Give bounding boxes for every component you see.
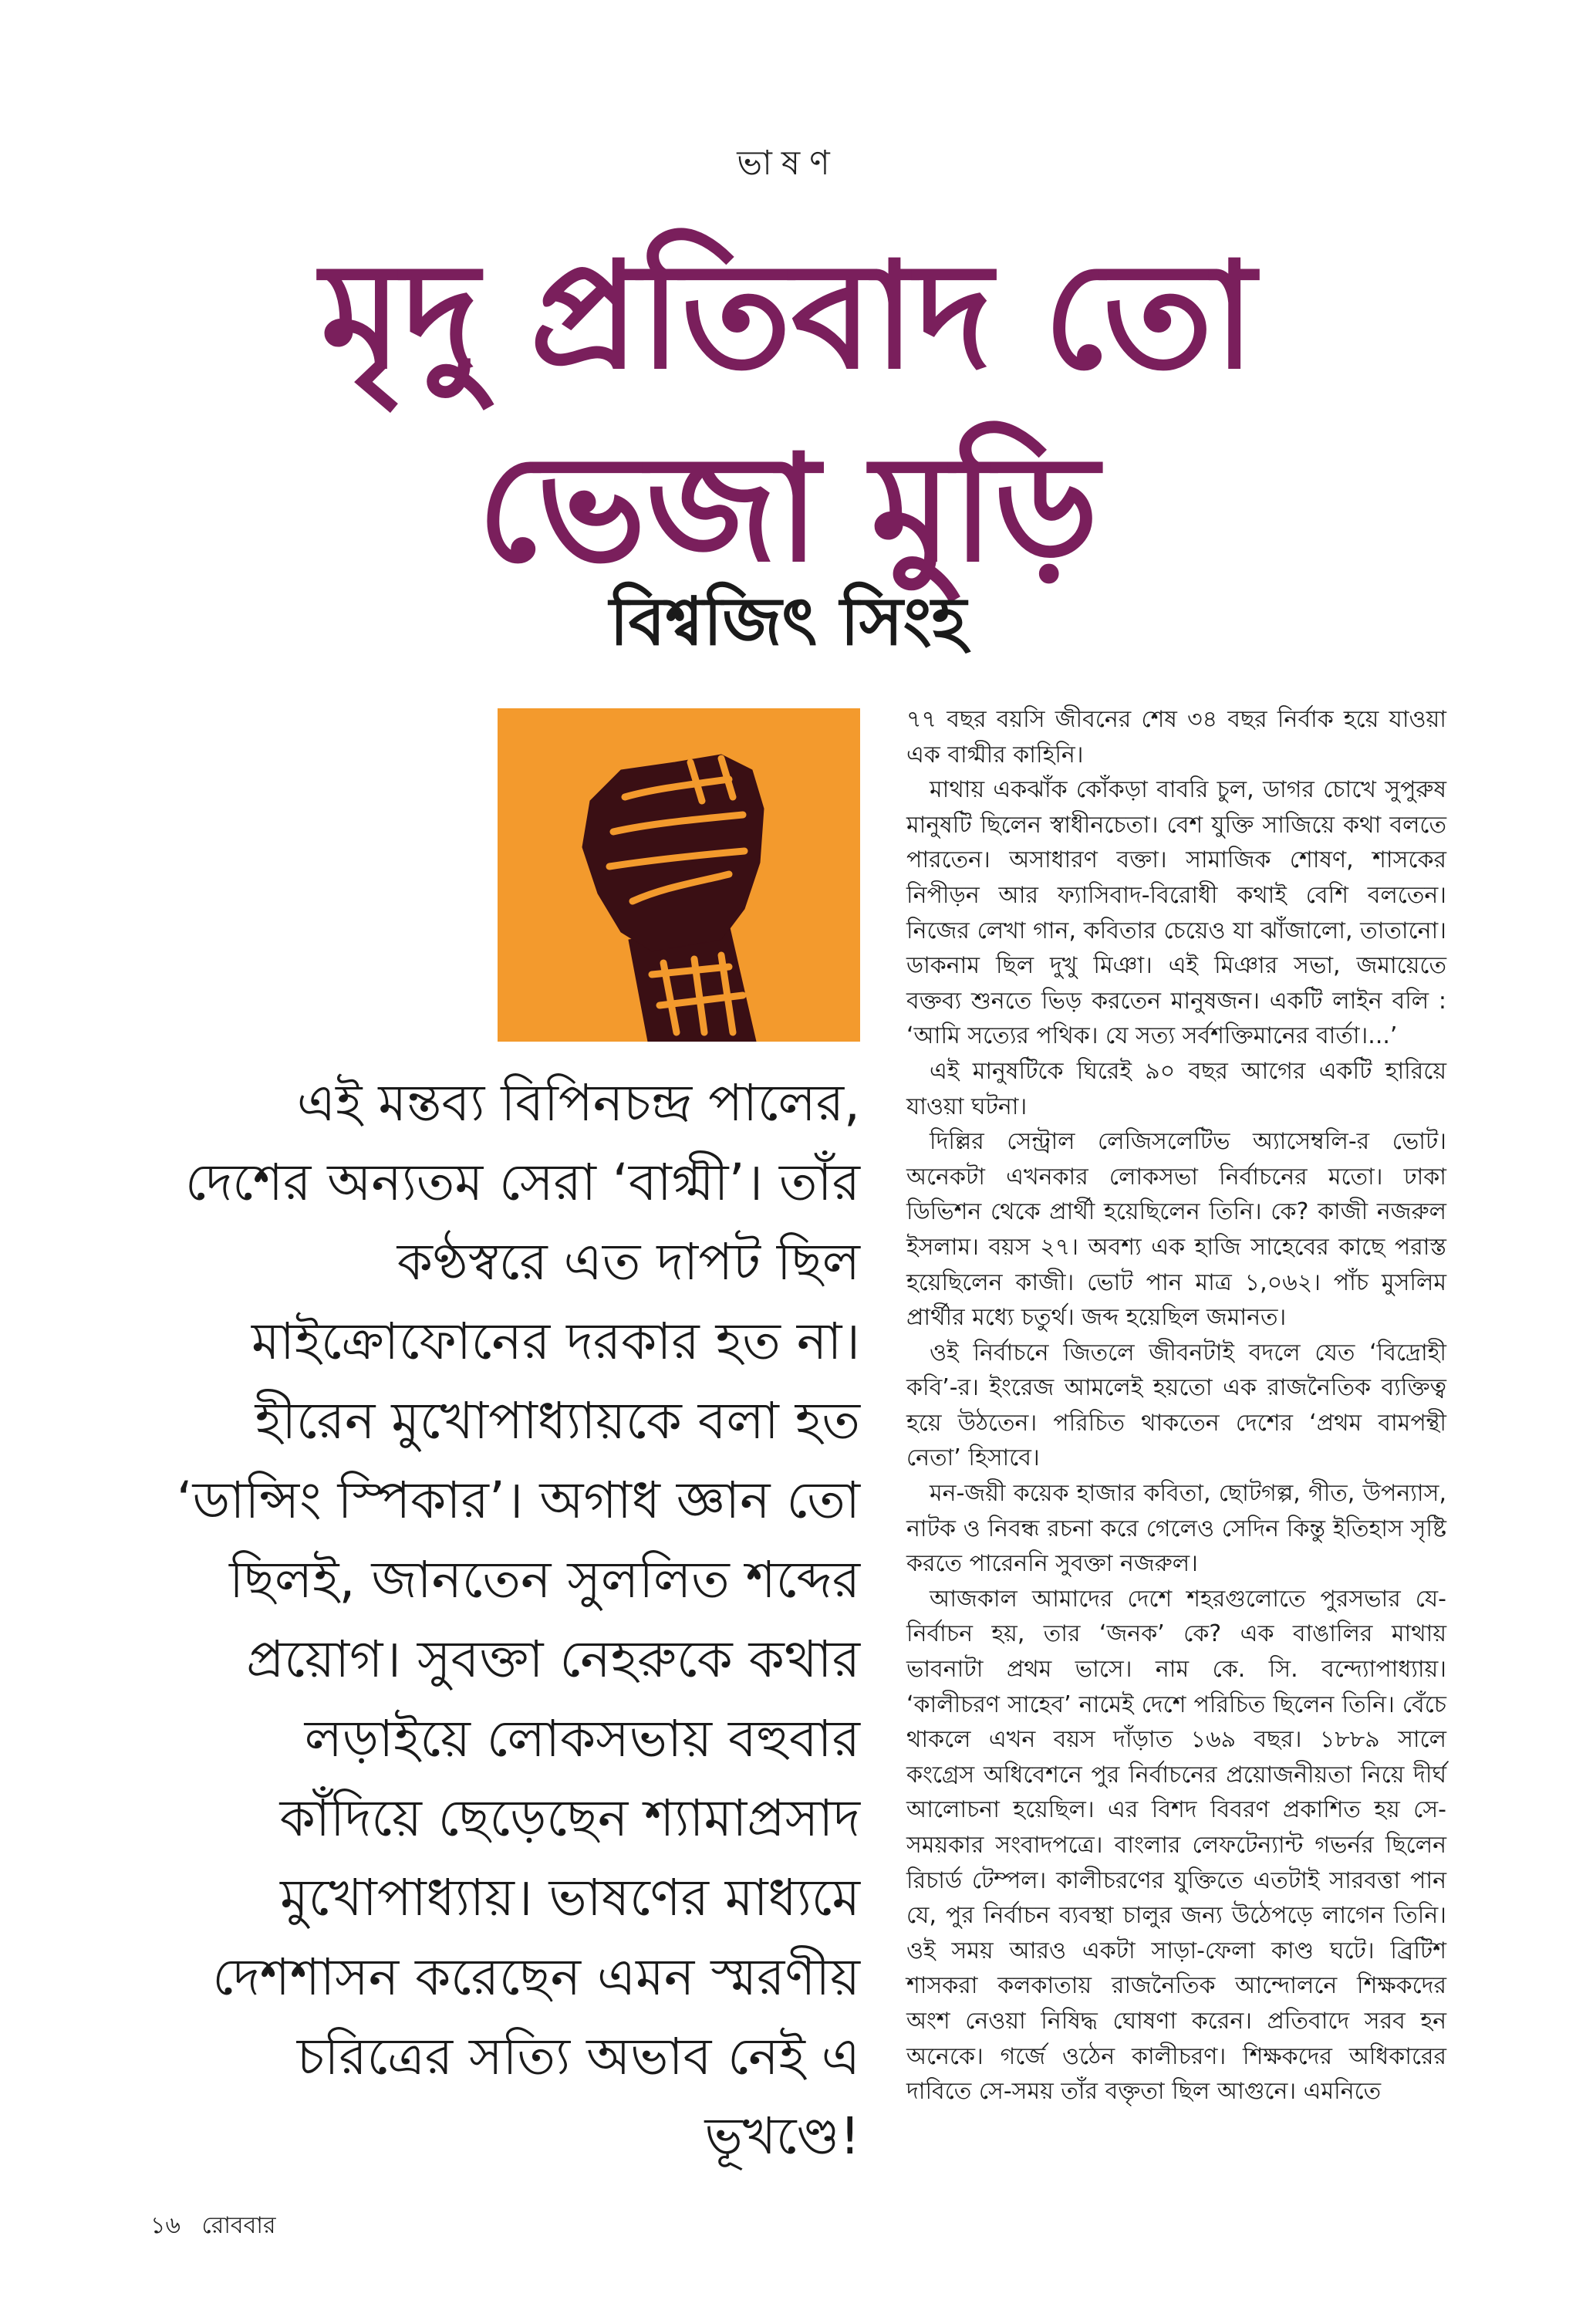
- body-paragraph: আজকাল আমাদের দেশে শহরগুলোতে পুরসভার যে-নির্বাচন হয়, তার ‘জনক’ কে? এক বাঙালির মাথায় ভাবনাটা প্রথম ভাসে। নাম কে. সি. বন্দ্যোপাধ্যায়। ‘কালীচরণ সাহেব’ নামেই দেশে পরিচিত ছিলেন তিনি। বেঁচে থাকলে এখন বয়স দাঁড়াত ১৬৯ বছর। ১৮৮৯ সালে কংগ্রেস অধিবেশনে পুর নির্বাচনের প্রয়োজনীয়তা নিয়ে দীর্ঘ আলোচনা হয়েছিল। এর বিশদ বিবরণ প্রকাশিত হয় সে-সময়কার সংবাদপত্রে। বাংলার লেফটেন্যান্ট গভর্নর ছিলেন রিচার্ড টেম্পল। কালীচরণের যুক্তিতে এতটাই সারবত্তা পান যে, পুর নির্বাচন ব্যবস্থা চালুর জন্য উঠেপড়ে লাগেন তিনি। ওই সময় আরও একটা সাড়া-ফেলা কাণ্ড ঘটে। ব্রিটিশ শাসকরা কলকাতায় রাজনৈতিক আন্দোলনে শিক্ষকদের অংশ নেওয়া নিষিদ্ধ ঘোষণা করেন। প্রতিবাদে সরব হন অনেকে। গর্জে ওঠেন কালীচরণ। শিক্ষকদের অধিকারের দাবিতে সে-সময় তাঁর বক্তৃতা ছিল আগুনে। এমনিতে: [906, 1585, 1446, 2106]
- body-paragraph: মন-জয়ী কয়েক হাজার কবিতা, ছোটগল্প, গীত, উপন্যাস, নাটক ও নিবন্ধ রচনা করে গেলেও সেদিন কিন্তু ইতিহাস সৃষ্টি করতে পারেননি সুবক্তা নজরুল।: [906, 1480, 1446, 1578]
- page-number: ১৬: [150, 2212, 181, 2239]
- headline-line-2: ভেজা মুড়ি: [477, 424, 1099, 594]
- page-footer: [150, 2207, 290, 2246]
- body-paragraph: ওই নির্বাচনে জিতলে জীবনটাই বদলে যেত ‘বিদ্রোহী কবি’-র। ইংরেজ আমলেই হয়তো এক রাজনৈতিক ব্যক্তিত্ব হয়ে উঠতেন। পরিচিত থাকতেন দেশের ‘প্রথম বামপন্থী নেতা’ হিসাবে।: [906, 1339, 1446, 1472]
- headline: [0, 220, 1576, 606]
- body-paragraph: দিল্লির সেন্ট্রাল লেজিসলেটিভ অ্যাসেম্বলি-র ভোট। অনেকটা এখনকার লোকসভা নির্বাচনের মতো। ঢাকা ডিভিশন থেকে প্রার্থী হয়েছিলেন তিনি। কে? কাজী নজরুল ইসলাম। বয়স ২৭। অবশ্য এক হাজি সাহেবের কাছে পরাস্ত হয়েছিলেন কাজী। ভোট পান মাত্র ১,০৬২। পাঁচ মুসলিম প্রার্থীর মধ্যে চতুর্থ। জব্দ হয়েছিল জমানত।: [906, 1128, 1446, 1332]
- body-paragraph: মাথায় একঝাঁক কোঁকড়া বাবরি চুল, ডাগর চোখে সুপুরুষ মানুষটি ছিলেন স্বাধীনচেতা। বেশ যুক্তি সাজিয়ে কথা বলতে পারতেন। অসাধারণ বক্তা। সামাজিক শোষণ, শাসকের নিপীড়ন আর ফ্যাসিবাদ-বিরোধী কথাই বেশি বলতেন। নিজের লেখা গান, কবিতার চেয়েও যা ঝাঁজালো, তাতানো। ডাকনাম ছিল দুখু মিঞা। এই মিঞার সভা, জমায়েতে বক্তব্য শুনতে ভিড় করতেন মানুষজন। একটি লাইন বলি : ‘আমি সত্যের পথিক। যে সত্য সর্বশক্তিমানের বার্তা।...’: [906, 776, 1446, 1050]
- headline-line-1: মৃদু প্রতিবাদ তো: [320, 231, 1256, 401]
- illustration: [498, 708, 860, 1042]
- body-paragraph: এই মানুষটিকে ঘিরেই ৯০ বছর আগের একটি হারিয়ে যাওয়া ঘটনা।: [906, 1057, 1446, 1120]
- raised-fist-icon: [498, 708, 860, 1042]
- section-label: ভাষণ: [737, 144, 839, 183]
- pullquote-text: এই মন্তব্য বিপিনচন্দ্র পালের, দেশের অন্যতম সেরা ‘বাগ্মী’। তাঁর কণ্ঠস্বরে এত দাপট ছিল মাইক্রোফোনের দরকার হত না। হীরেন মুখোপাধ্যায়কে বলা হত ‘ডান্সিং স্পিকার’। অগাধ জ্ঞান তো ছিলই, জানতেন সুললিত শব্দের প্রয়োগ। সুবক্তা নেহরুকে কথার লড়াইয়ে লোকসভায় বহুবার কাঁদিয়ে ছেড়েছেন শ্যামাপ্রসাদ মুখোপাধ্যায়। ভাষণের মাধ্যমে দেশশাসন করেছেন এমন স্মরণীয় চরিত্রের সত্যি অভাব নেই এ ভূখণ্ডে!: [176, 1073, 860, 2166]
- body-paragraph: ৭৭ বছর বয়সি জীবনের শেষ ৩৪ বছর নির্বাক হয়ে যাওয়া এক বাগ্মীর কাহিনি।: [906, 706, 1446, 768]
- pullquote: [166, 1063, 860, 2176]
- publication-name: রোববার: [201, 2212, 276, 2239]
- article-body: [906, 702, 1446, 2110]
- author-byline: বিশ্বজিৎ সিংহ: [609, 583, 967, 660]
